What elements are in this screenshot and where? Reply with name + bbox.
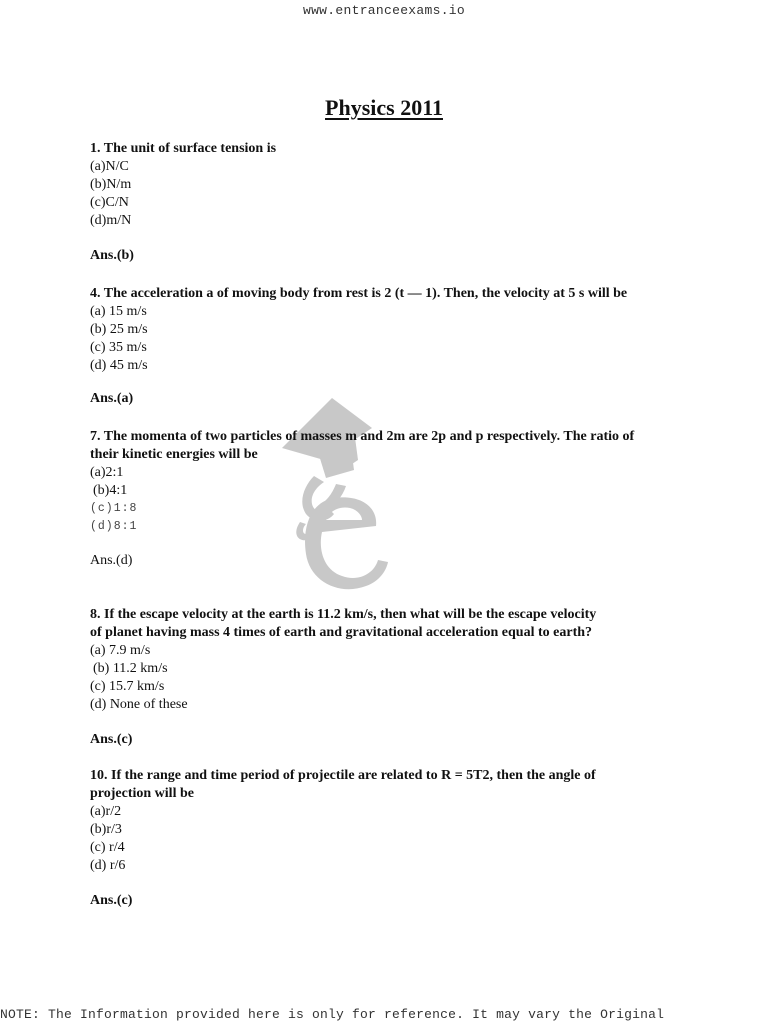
header-url: www.entranceexams.io: [302, 3, 466, 18]
option-c: (c) 15.7 km/s: [90, 679, 165, 694]
option-a: (a)2:1: [90, 465, 124, 480]
option-a: (a)N/C: [90, 159, 129, 174]
option-a: (a) 15 m/s: [90, 304, 147, 319]
answer-10: Ans.(c): [90, 893, 133, 908]
option-b: (b) 11.2 km/s: [93, 661, 168, 676]
option-c: (c) r/4: [90, 840, 125, 855]
question-4: [90, 285, 710, 375]
question-text-line2: projection will be: [90, 786, 194, 801]
option-a: (a)r/2: [90, 804, 122, 819]
question-10: [90, 767, 690, 875]
question-text: 1. The unit of surface tension is: [90, 141, 277, 156]
answer-8: Ans.(c): [90, 732, 133, 747]
option-d: (d) r/6: [90, 858, 126, 873]
option-b: (b)r/3: [90, 822, 122, 837]
question-text-line1: 8. If the escape velocity at the earth is 11.2 km/s, then what will be the escape velocity: [90, 607, 597, 622]
page-title: Physics 2011: [325, 95, 443, 120]
question-text-line1: 7. The momenta of two particles of masses m and 2m are 2p and p respectively. The ratio of: [90, 429, 635, 444]
footer-note: NOTE: The Information provided here is only for reference. It may vary the Original: [0, 1007, 665, 1022]
option-d: (d)m/N: [90, 213, 132, 228]
option-c: (c)1:8: [90, 502, 138, 515]
question-text: 4. The acceleration a of moving body from rest is 2 (t — 1). Then, the velocity at 5 s will be: [90, 286, 628, 301]
option-b: (b)4:1: [93, 483, 128, 498]
option-b: (b)N/m: [90, 177, 132, 192]
option-d: (d) None of these: [90, 697, 188, 712]
question-8: [90, 606, 690, 714]
option-c: (c) 35 m/s: [90, 340, 147, 355]
question-text-line1: 10. If the range and time period of projectile are related to R = 5T2, then the angle of: [90, 768, 596, 783]
question-text-line2: of planet having mass 4 times of earth and gravitational acceleration equal to earth?: [90, 625, 593, 640]
option-d: (d)8:1: [90, 520, 138, 533]
option-a: (a) 7.9 m/s: [90, 643, 151, 658]
option-d: (d) 45 m/s: [90, 358, 148, 373]
option-b: (b) 25 m/s: [90, 322, 148, 337]
answer-7: Ans.(d): [90, 553, 133, 568]
question-text-line2: their kinetic energies will be: [90, 447, 258, 462]
question-1: [90, 140, 690, 230]
answer-1: Ans.(b): [90, 248, 134, 263]
question-7: [90, 428, 690, 536]
answer-4: Ans.(a): [90, 391, 134, 406]
option-c: (c)C/N: [90, 195, 129, 210]
